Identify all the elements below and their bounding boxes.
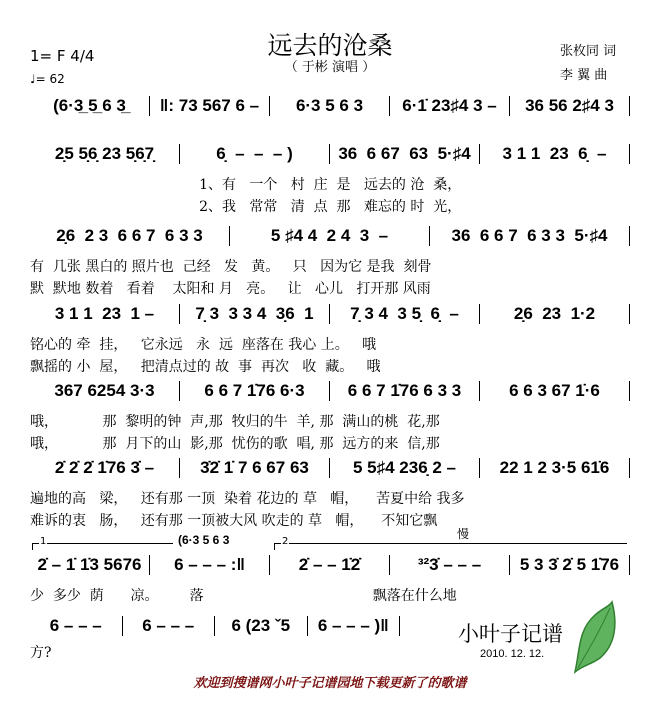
- notation-row: [30, 96, 630, 116]
- bar-line: [629, 226, 630, 246]
- lyrics-verse-1: 有 几张 黑白的 照片也 己经 发 黄。 只 因为它 是我 刻骨: [30, 259, 432, 275]
- bar-line: [629, 555, 630, 575]
- lyrics-verse-1: 遍地的高 梁， 还有那 一顶 染着 花边的 草 帽， 苦夏中给 我多: [30, 491, 465, 507]
- measure: 3̇2̇ 1̇ 7 6 67 63: [200, 458, 309, 477]
- lyrics-verse-2: 2、我 常常 清 点 那 难忘的 时 光，: [30, 199, 462, 215]
- measure: 6 6 7 1̇76 6 3 3: [347, 381, 462, 400]
- measure: 6 6 3 67 1̇·6: [509, 381, 600, 400]
- measure: ‖: 73 567 6 –: [159, 96, 260, 115]
- measure: 6 – – –: [142, 616, 195, 635]
- notation-row: [30, 144, 630, 164]
- bar-line: [629, 96, 630, 116]
- song-title: 远去的沧桑: [267, 31, 393, 60]
- bar-line: [629, 144, 630, 164]
- measure: 2̣6 2 3 6 6 7 6 3 3: [56, 226, 203, 245]
- lyrics-verse-1: 铭心的 牵 挂， 它永远 永 远 座落在 我心 上。 哦: [30, 337, 377, 353]
- lyrics-verse-2: 难诉的衷 肠， 还有那 一顶被大风 吹走的 草 帽， 不知它飘: [30, 513, 438, 529]
- footer-banner: 欢迎到搜谱网小叶子记谱园地下载更新了的歌谱: [193, 676, 467, 691]
- lyrics-verse-2: 飘摇的 小 屋， 把清点过的 故 事 再次 收 藏。 哦: [30, 359, 381, 375]
- tempo-slow-mark: 慢: [457, 527, 470, 541]
- measure: 6·1̇ 23♯4 3 –: [402, 96, 497, 115]
- performer: （ 于彬 演唱 ）: [284, 60, 376, 75]
- leaf-icon: [570, 600, 620, 675]
- lyrics-verse-1: 少 多少 荫 凉。 落 飘落在什么地: [30, 588, 457, 604]
- measure: 22 1 2 3·5 61̇6: [499, 458, 610, 477]
- volta-second-ending: [274, 536, 627, 550]
- lyricist-credit: 张枚同 词: [560, 44, 617, 59]
- lyrics-verse-1: 方?: [30, 645, 52, 661]
- measure: 3 1 1 23 1 –: [54, 304, 155, 323]
- date: 2010. 12. 12.: [480, 648, 545, 660]
- lyrics-verse-2: 默 默地 数着 看着 太阳和 月 亮。 让 心儿 打开那 风雨: [30, 281, 431, 297]
- volta-number: 2: [282, 536, 289, 547]
- interlude-notes: (6·3 5 6 3: [178, 533, 230, 547]
- bar-line: [629, 304, 630, 324]
- measure: 2̣5 5̣6̣ 23 5̣6̣7̣: [54, 144, 155, 163]
- measure: 7̣ 3 4 3 5̣ 6̣ –: [350, 304, 459, 323]
- notation-row: [30, 304, 630, 324]
- measure: 7̣ 3 3 3 4 3̣6 1: [195, 304, 314, 323]
- composer-credit: 李 翼 曲: [560, 68, 608, 83]
- measure: 3 1 1 23 6̣ –: [502, 144, 607, 163]
- bar-line: [399, 616, 400, 636]
- measure: 6 – – – )‖: [317, 616, 389, 635]
- volta-first-ending: [32, 536, 173, 550]
- measure: 5 5♯4 236̣ 2 –: [352, 458, 457, 477]
- measure: 6 6 7 1̇76 6·3: [204, 381, 305, 400]
- measure: 5 3 3̇ 2̇ 5 1̇76: [519, 555, 620, 574]
- bar-line: [629, 381, 630, 401]
- measure: 2̇ – 1̇ 1̇3 5676: [37, 555, 142, 574]
- lyrics-verse-2: 哦， 那 月下的山 影,那 忧伤的歌 唱, 那 远方的来 信,那: [30, 436, 440, 452]
- measure: 2̇ 2̇ 2̇ 1̇76 3̇ –: [54, 458, 155, 477]
- tempo-marking: ♩= 62: [30, 72, 65, 86]
- measure: 6̣ – – – ): [216, 144, 293, 163]
- measure: 2̇ – – 1̇2̇: [298, 555, 361, 574]
- measure: 367 6254 3·3: [54, 381, 155, 400]
- notation-row: [30, 381, 630, 401]
- volta-number: 1: [40, 536, 47, 547]
- notation-row: [30, 555, 630, 575]
- measure: (6·3̲ 5̲ 6 3̲: [53, 96, 126, 115]
- lyrics-verse-1: 1、有 一个 村 庄 是 远去的 沧 桑，: [30, 177, 462, 193]
- logo-text: 小叶子记谱: [458, 622, 563, 646]
- measure: ³²3̇ – – –: [417, 555, 482, 574]
- notation-row: [30, 226, 630, 246]
- measure: 5 ♯4 4 2 4 3 –: [270, 226, 389, 245]
- measure: 6·3 5 6 3: [295, 96, 364, 115]
- measure: 36 6 6 7 6 3 3 5·♯4: [451, 226, 608, 245]
- measure: 6 – – –: [49, 616, 102, 635]
- key-signature: 1= F 4/4: [30, 47, 95, 65]
- lyrics-verse-1: 哦， 那 黎明的钟 声,那 牧归的牛 羊, 那 满山的桃 花,那: [30, 414, 440, 430]
- measure: 6 (23 ˇ5: [231, 616, 291, 635]
- measure: 36 56 2♯4 3: [525, 96, 614, 115]
- bar-line: [629, 458, 630, 478]
- measure: 2̣6 23 1·2: [513, 304, 596, 323]
- notation-row: [30, 458, 630, 478]
- measure: 36 6 67 63 5·♯4: [338, 144, 471, 163]
- measure: 6 – – – :‖: [174, 555, 245, 574]
- notation-row: [30, 616, 400, 636]
